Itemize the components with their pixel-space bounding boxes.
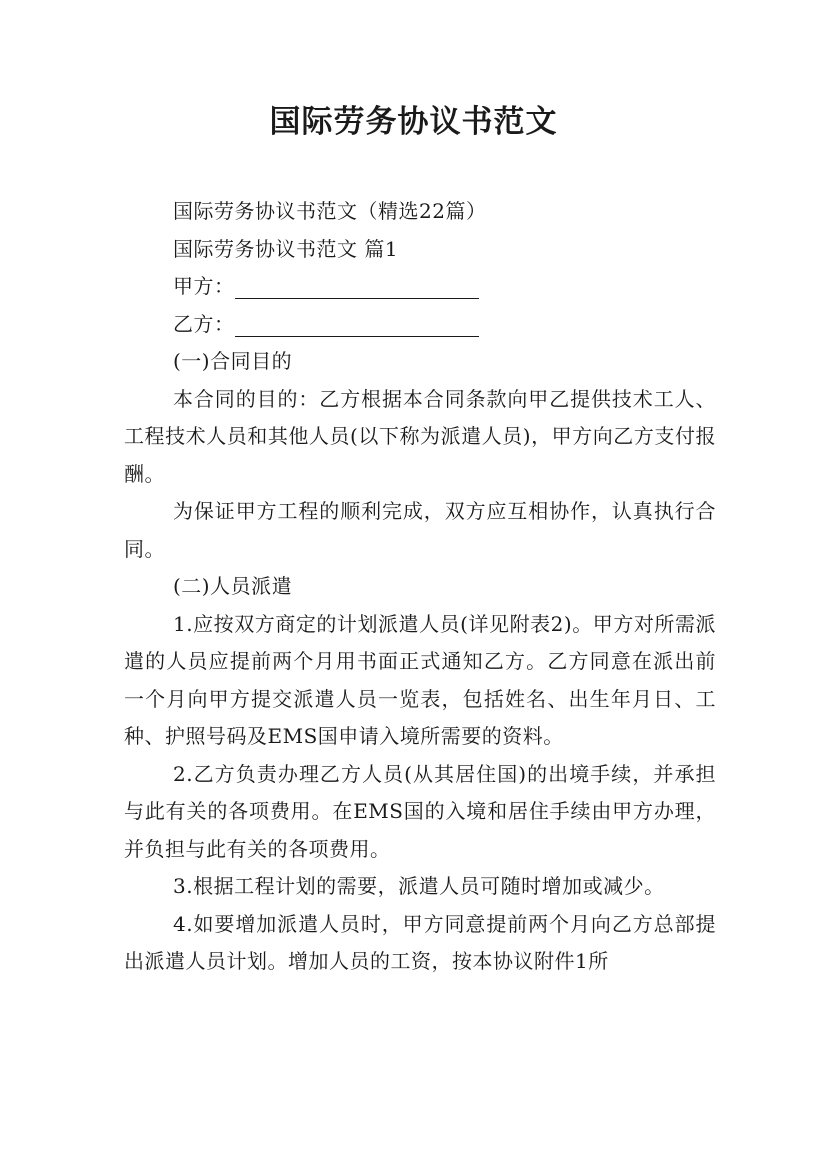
party-b-label: 乙方： [173,311,235,336]
party-a-blank [235,276,479,299]
section-2-heading: (二)人员派遣 [173,574,293,598]
party-a-line [124,268,716,306]
document-body [124,193,716,981]
section-1-paragraph-1: 本合同的目的：乙方根据本合同条款向甲乙提供技术工人、工程技术人员和其他人员(以下称为派遣人员)，甲方向乙方支付报酬。 [124,386,716,486]
section-1-paragraph-2: 为保证甲方工程的顺利完成，双方应互相协作，认真执行合同。 [124,499,716,561]
section-2-item-2: 2.乙方负责办理乙方人员(从其居住国)的出境手续，并承担与此有关的各项费用。在EMS国的入境和居住手续由甲方办理，并负担与此有关的各项费用。 [124,761,716,861]
subtitle-paragraph: 国际劳务协议书范文（精选22篇） [173,199,487,223]
section-1-heading: (一)合同目的 [173,349,293,373]
document-title: 国际劳务协议书范文 [269,104,558,140]
article-heading: 国际劳务协议书范文 篇1 [173,236,399,261]
party-b-line [124,306,716,344]
party-a-label: 甲方： [173,274,235,298]
section-2-item-1: 1.应按双方商定的计划派遣人员(详见附表2)。甲方对所需派遣的人员应提前两个月用书面正式通知乙方。乙方同意在派出前一个月向甲方提交派遣人员一览表，包括姓名、出生年月日、工种、护照号码及EMS国申请入境所需要的资料。 [124,611,716,748]
party-b-blank [235,314,479,337]
section-2-item-4: 4.如要增加派遣人员时，甲方同意提前两个月向乙方总部提出派遣人员计划。增加人员的工资，按本协议附件1所 [124,911,716,973]
section-2-item-3: 3.根据工程计划的需要，派遣人员可随时增加或减少。 [173,874,665,898]
